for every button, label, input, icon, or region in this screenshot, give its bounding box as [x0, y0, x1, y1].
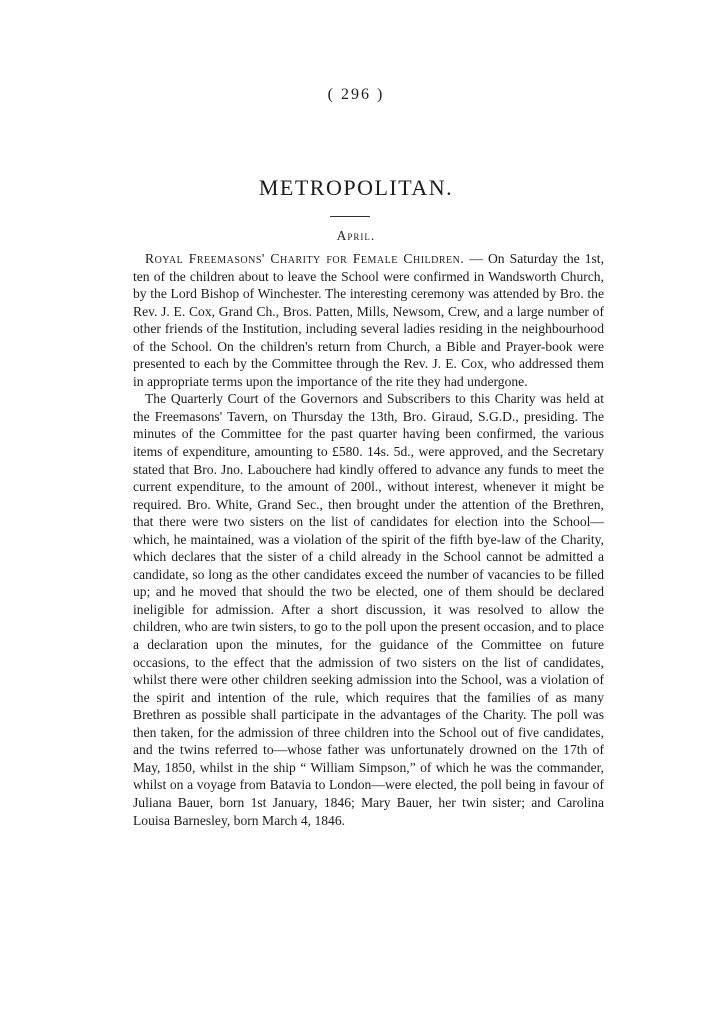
month-heading: April. — [336, 228, 376, 243]
paragraph-text: The Quarterly Court of the Governors and Subscribers to this Charity was held at the Freemasons' Tavern, on Thursday the 13th, Bro. Giraud, S.G.D., presiding. The minutes of the Committee for the past quarter having been confirmed, the various items of expenditure, amounting to £580. 14s. 5d., were approved, and the Secretary stated that Bro. Jno. Labouchere had kindly offered to advance any funds to meet the current expenditure, to the amount of 200l., without interest, whenever it might be required. Bro. White, Grand Sec., then brought under the attention of the Brethren, that there were two sisters on the list of candidates for election into the School—which, he maintained, was a violation of the spirit of the fifth bye-law of the Charity, which declares that the sister of a child already in the School cannot be admitted a candidate, so long as the other candidates exceed the number of vacancies to be filled up; and he moved that should the two be elected, one of them should be declared ineligible for admission. After a short discussion, it was resolved to allow the children, who are twin sisters, to go to the poll upon the present occasion, and to place a declaration upon the minutes, for the guidance of the Committee on future occasions, to the effect that the admission of two sisters on the list of candidates, whilst there were other children seeking admission into the School, was a violation of the spirit and intention of the rule, which requires that the families of as many Brethren as possible shall participate in the advantages of the Charity. The poll was then taken, for the admission of three children into the School out of five candidates, and the twins referred to—whose father was unfortunately drowned on the 17th of May, 1850, whilst in the ship “ William Simpson,” of which he was the commander, whilst on a voyage from Batavia to London—were elected, the poll being in favour of Juliana Bauer, born 1st January, 1846; Mary Bauer, her twin sister; and Carolina Louisa Barnesley, born March 4, 1846. — [133, 391, 604, 828]
page-number: ( 296 ) — [327, 86, 385, 103]
paragraph-text: — On Saturday the 1st, ten of the children about to leave the School were confirmed in Wandsworth Church, by the Lord Bishop of Winchester. The interesting ceremony was attended by Bro. the Rev. J. E. Cox, Grand Ch., Bros. Patten, Mills, Newsom, Crew, and a large number of other friends of the Institution, including several ladies residing in the neighbourhood of the School. On the children's return from Church, a Bible and Prayer-book were presented to each by the Committee through the Rev. J. E. Cox, who addressed them in appropriate terms upon the importance of the rite they had undergone. — [133, 251, 604, 389]
paragraph-lead: Royal Freemasons' Charity for Female Children. — [145, 251, 465, 266]
section-title: METROPOLITAN. — [258, 175, 454, 200]
paragraph-1 — [133, 250, 604, 390]
paragraph-2 — [133, 390, 604, 829]
title-divider — [330, 216, 370, 217]
article-body — [133, 250, 604, 829]
